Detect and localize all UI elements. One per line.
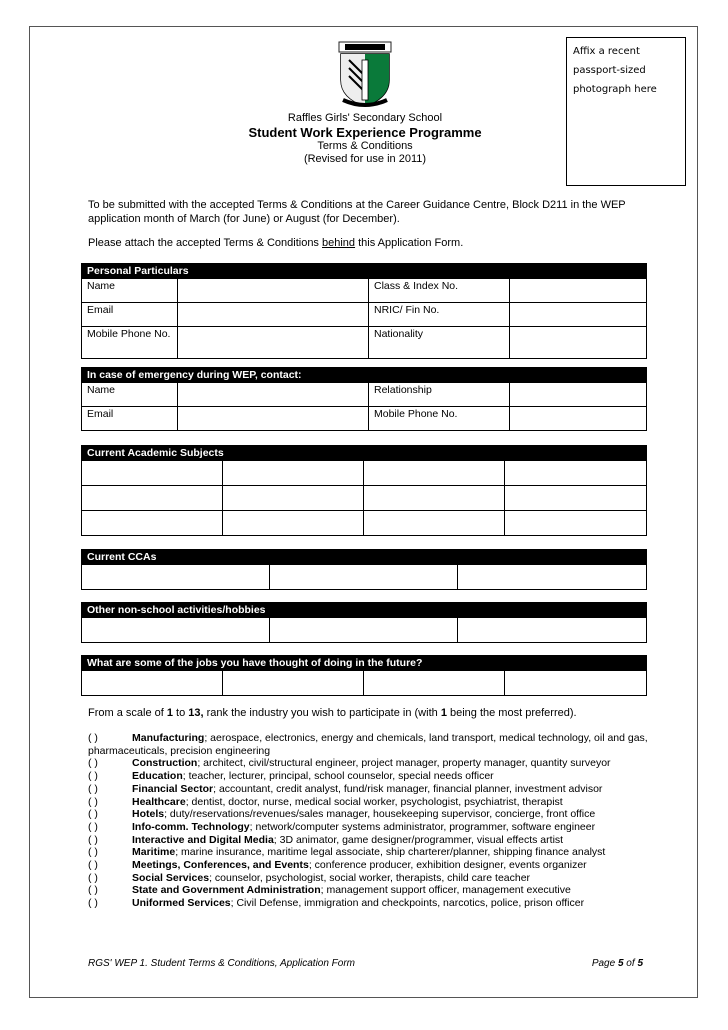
industry-desc: ; accountant, credit analyst, fund/risk manager, financial planner, investment advisor [213, 782, 603, 795]
rank-text: being the most preferred). [446, 707, 577, 719]
subject-field[interactable] [223, 486, 364, 511]
emergency-email-label: Email [82, 407, 178, 431]
industry-item [88, 770, 648, 783]
rank-max: 13, [188, 707, 204, 719]
industry-item [88, 872, 648, 885]
ranking-instructions [88, 707, 577, 719]
rank-input[interactable]: ( ) [88, 884, 98, 897]
industry-name: Info-comm. Technology [132, 820, 250, 833]
section-header-hobbies: Other non-school activities/hobbies [82, 603, 647, 618]
class-index-label: Class & Index No. [369, 279, 510, 303]
nationality-label: Nationality [369, 327, 510, 359]
industry-name: Interactive and Digital Media [132, 833, 274, 846]
industry-name: Construction [132, 757, 198, 770]
school-crest-logo [335, 40, 395, 108]
job-field[interactable] [364, 671, 505, 696]
section-header-jobs: What are some of the jobs you have thought of doing in the future? [82, 656, 647, 671]
industry-desc: ; duty/reservations/revenues/sales manager, housekeeping supervisor, concierge, front office [164, 808, 596, 821]
rank-input[interactable]: ( ) [88, 732, 98, 744]
school-name: Raffles Girls' Secondary School [287, 112, 443, 124]
industry-item [88, 783, 648, 796]
cca-field[interactable] [270, 565, 458, 590]
rank-input[interactable]: ( ) [88, 808, 98, 821]
page-total: 5 [637, 958, 643, 969]
rank-input[interactable]: ( ) [88, 897, 98, 910]
industry-name: Uniformed Services [132, 897, 231, 910]
rank-input[interactable]: ( ) [88, 757, 98, 770]
attach-pre: Please attach the accepted Terms & Conditions [88, 237, 322, 249]
industry-name: Manufacturing [132, 732, 205, 744]
subject-field[interactable] [82, 461, 223, 486]
industry-desc: ; aerospace, electronics, energy and chemicals, land transport, medical technology, oil and gas, pharmaceuticals, precision engineering [88, 732, 648, 757]
cca-field[interactable] [82, 565, 270, 590]
revision-note: (Revised for use in 2011) [303, 153, 427, 165]
rank-input[interactable]: ( ) [88, 795, 98, 808]
rank-min: 1 [166, 707, 173, 719]
mobile-field[interactable] [178, 327, 369, 359]
attach-instructions [88, 237, 463, 249]
subject-field[interactable] [82, 486, 223, 511]
rank-input[interactable]: ( ) [88, 782, 98, 795]
industry-item [88, 757, 648, 770]
industry-item [88, 834, 648, 847]
name-field[interactable] [178, 279, 369, 303]
subject-field[interactable] [505, 486, 647, 511]
future-jobs-table [81, 655, 647, 696]
industry-item [88, 821, 648, 834]
rank-input[interactable]: ( ) [88, 871, 98, 884]
ccas-table [81, 549, 647, 590]
submission-instructions: To be submitted with the accepted Terms & Conditions at the Career Guidance Centre, Block D211 in the WEP application month of March (for June) or August (for December). [88, 199, 626, 225]
rank-input[interactable]: ( ) [88, 770, 98, 783]
industry-desc: ; dentist, doctor, nurse, medical social worker, psychologist, psychiatrist, therapist [185, 795, 563, 808]
email-field[interactable] [178, 303, 369, 327]
industry-name: Financial Sector [132, 782, 214, 795]
section-header-emergency: In case of emergency during WEP, contact: [82, 368, 647, 383]
rank-input[interactable]: ( ) [88, 846, 98, 859]
subject-field[interactable] [223, 511, 364, 536]
industry-desc: ; teacher, lecturer, principal, school counselor, special needs officer [182, 770, 494, 783]
subject-field[interactable] [364, 486, 505, 511]
relationship-field[interactable] [510, 383, 647, 407]
job-field[interactable] [223, 671, 364, 696]
hobby-field[interactable] [270, 618, 458, 643]
industry-item [88, 846, 648, 859]
industry-desc: ; marine insurance, maritime legal associate, ship charterer/planner, shipping finance analyst [175, 846, 606, 859]
job-field[interactable] [505, 671, 647, 696]
industry-desc: ; management support officer, management executive [320, 884, 571, 897]
industry-item [88, 884, 648, 897]
section-header-personal: Personal Particulars [82, 264, 647, 279]
emergency-name-label: Name [82, 383, 178, 407]
document-header [200, 112, 530, 166]
industry-item [88, 897, 648, 910]
email-label: Email [82, 303, 178, 327]
rank-text: From a scale of [88, 707, 167, 719]
mobile-label: Mobile Phone No. [82, 327, 178, 359]
page-number [592, 958, 643, 969]
emergency-email-field[interactable] [178, 407, 369, 431]
photo-box: Affix a recent passport-sized photograph here [566, 37, 686, 186]
section-header-subjects: Current Academic Subjects [82, 446, 647, 461]
industry-item [88, 796, 648, 809]
section-header-ccas: Current CCAs [82, 550, 647, 565]
industry-desc: ; conference producer, exhibition designer, events organizer [308, 859, 587, 872]
document-subtitle: Terms & Conditions [317, 140, 413, 152]
industry-desc: ; architect, civil/structural engineer, project manager, property manager, quantity surveyor [197, 757, 611, 770]
industry-desc: ; counselor, psychologist, social worker, therapists, child care teacher [209, 871, 531, 884]
rank-best: 1 [440, 707, 447, 719]
academic-subjects-table [81, 445, 647, 536]
page-footer [88, 958, 643, 969]
industry-item [88, 732, 648, 757]
industry-name: Social Services [132, 871, 210, 884]
page-current: 5 [617, 958, 624, 969]
hobbies-table [81, 602, 647, 643]
page-of: of [623, 958, 638, 969]
subject-field[interactable] [505, 511, 647, 536]
rank-input[interactable]: ( ) [88, 859, 98, 872]
hobby-field[interactable] [458, 618, 647, 643]
footer-title: RGS' WEP 1. Student Terms & Conditions, Application Form [88, 958, 356, 969]
attach-underlined: behind [322, 237, 356, 249]
page-label: Page [591, 958, 618, 969]
programme-title: Student Work Experience Programme [248, 125, 482, 140]
industry-name: Healthcare [132, 795, 186, 808]
industry-name: State and Government Administration [132, 884, 321, 897]
rank-input[interactable]: ( ) [88, 833, 98, 846]
emergency-contact-table [81, 367, 647, 431]
rank-text: to [172, 707, 189, 719]
industry-ranking-list [88, 732, 648, 910]
emergency-name-field[interactable] [178, 383, 369, 407]
nric-label: NRIC/ Fin No. [369, 303, 510, 327]
cca-field[interactable] [458, 565, 647, 590]
subject-field[interactable] [364, 461, 505, 486]
industry-name: Hotels [132, 808, 165, 821]
subject-field[interactable] [223, 461, 364, 486]
class-index-field[interactable] [510, 279, 647, 303]
industry-name: Education [132, 770, 183, 783]
industry-name: Meetings, Conferences, and Events [132, 859, 309, 872]
subject-field[interactable] [82, 511, 223, 536]
personal-particulars-table [81, 263, 647, 359]
relationship-label: Relationship [369, 383, 510, 407]
emergency-mobile-field[interactable] [510, 407, 647, 431]
industry-desc: ; network/computer systems administrator, programmer, software engineer [249, 820, 596, 833]
hobby-field[interactable] [82, 618, 270, 643]
nationality-field[interactable] [510, 327, 647, 359]
industry-name: Maritime [132, 846, 176, 859]
job-field[interactable] [82, 671, 223, 696]
emergency-mobile-label: Mobile Phone No. [369, 407, 510, 431]
rank-input[interactable]: ( ) [88, 820, 98, 833]
industry-item [88, 808, 648, 821]
attach-post: this Application Form. [355, 237, 464, 249]
industry-desc: ; Civil Defense, immigration and checkpoints, narcotics, police, prison officer [230, 897, 585, 910]
nric-field[interactable] [510, 303, 647, 327]
subject-field[interactable] [364, 511, 505, 536]
industry-item [88, 859, 648, 872]
industry-desc: ; 3D animator, game designer/programmer, visual effects artist [273, 833, 564, 846]
rank-text: rank the industry you wish to participate in (with [203, 707, 441, 719]
name-label: Name [82, 279, 178, 303]
subject-field[interactable] [505, 461, 647, 486]
